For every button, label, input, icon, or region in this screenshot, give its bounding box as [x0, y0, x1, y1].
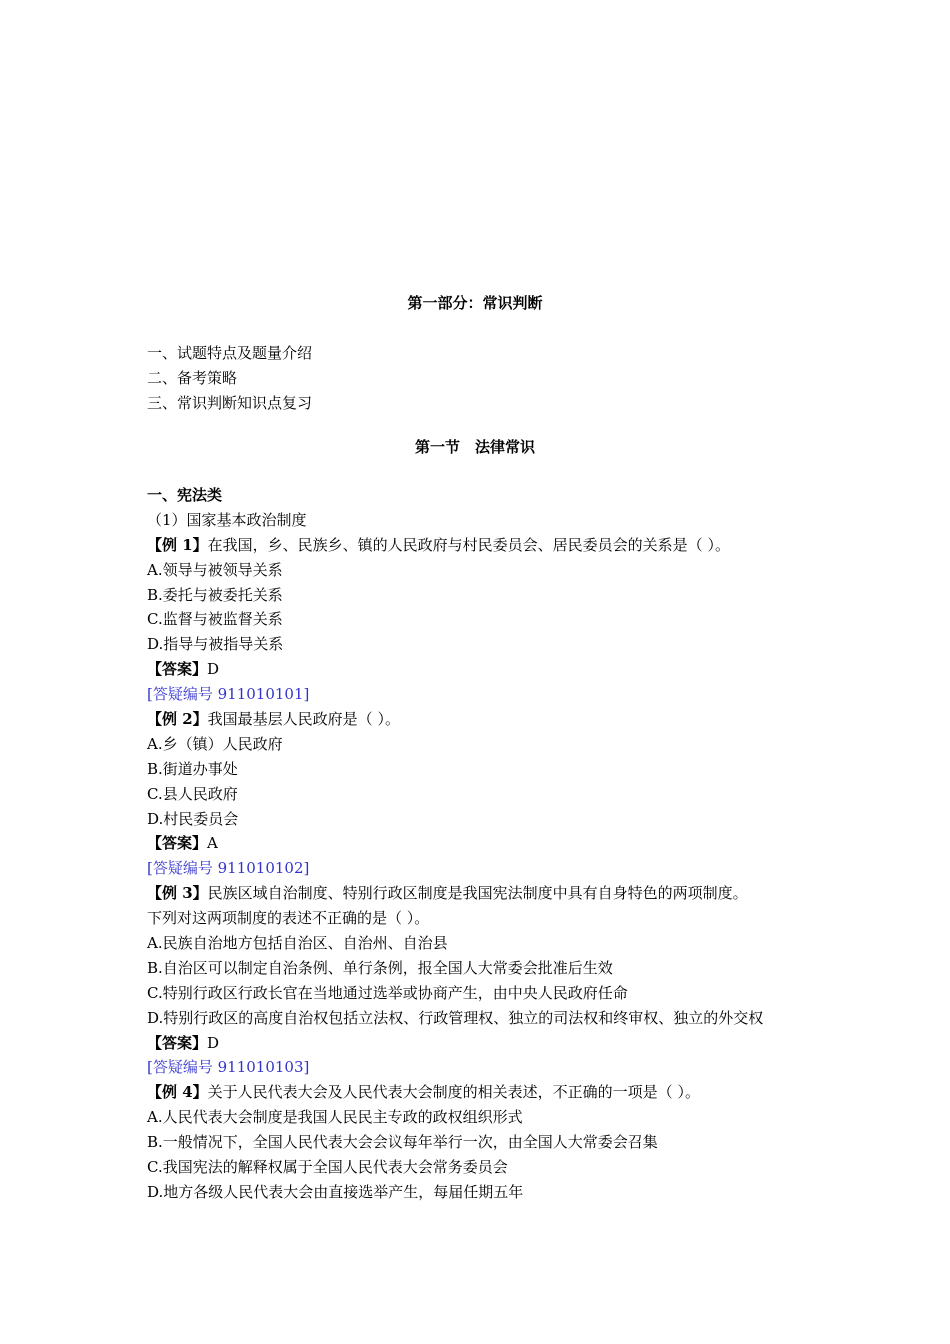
option-a: A.民族自治地方包括自治区、自治州、自治县	[147, 934, 448, 953]
part-title: 第一部分：常识判断	[407, 294, 543, 312]
answer	[147, 657, 867, 682]
example-tag: 【例 4】	[147, 1083, 208, 1102]
toc-item: 三、常识判断知识点复习	[147, 394, 313, 412]
table-of-contents	[147, 341, 312, 416]
option-d: D.村民委员会	[147, 809, 239, 828]
answer	[147, 1031, 867, 1056]
toc-item: 一、试题特点及题量介绍	[147, 344, 313, 362]
qa-reference-link[interactable]: [答疑编号 911010103]	[147, 1058, 310, 1077]
option-a: A.乡（镇）人民政府	[147, 734, 283, 753]
example-tag: 【例 3】	[147, 884, 208, 903]
option-b: B.自治区可以制定自治条例、单行条例，报全国人大常委会批准后生效	[147, 958, 613, 977]
option-b: B.街道办事处	[147, 759, 238, 778]
option-b: B.委托与被委托关系	[147, 585, 283, 604]
option-c: C.我国宪法的解释权属于全国人民代表大会常务委员会	[147, 1158, 508, 1177]
example-question	[147, 533, 867, 558]
answer-value: D	[207, 1033, 220, 1052]
option-a: A.人民代表大会制度是我国人民民主专政的政权组织形式	[147, 1108, 523, 1127]
qa-reference-link[interactable]: [答疑编号 911010102]	[147, 859, 310, 878]
answer-value: D	[207, 660, 220, 679]
option-a: A.领导与被领导关系	[147, 560, 283, 579]
option-b: B.一般情况下，全国人民代表大会会议每年举行一次，由全国人大常委会召集	[147, 1133, 658, 1152]
option-d: D.地方各级人民代表大会由直接选举产生，每届任期五年	[147, 1182, 524, 1201]
option-d: D.特别行政区的高度自治权包括立法权、行政管理权、独立的司法权和终审权、独立的外交权	[147, 1008, 764, 1027]
section-title: 第一节 法律常识	[414, 438, 535, 456]
option-c: C.县人民政府	[147, 784, 238, 803]
content-body	[147, 483, 867, 1205]
toc-item: 二、备考策略	[147, 369, 238, 387]
example-tag: 【例 1】	[147, 535, 208, 554]
answer	[147, 831, 867, 856]
answer-value: A	[207, 834, 218, 853]
example-question	[147, 881, 867, 906]
section-heading: 一、宪法类	[147, 486, 223, 504]
answer-tag: 【答案】	[147, 1033, 208, 1052]
answer-tag: 【答案】	[147, 660, 208, 679]
example-question	[147, 707, 867, 732]
subheading: （1）国家基本政治制度	[147, 510, 307, 529]
example-tag: 【例 2】	[147, 710, 208, 729]
question-continuation: 下列对这两项制度的表述不正确的是（ ）。	[147, 909, 430, 928]
qa-reference-link[interactable]: [答疑编号 911010101]	[147, 685, 310, 704]
example-question	[147, 1080, 867, 1105]
question-text: 民族区域自治制度、特别行政区制度是我国宪法制度中具有自身特色的两项制度。	[207, 884, 748, 903]
question-text: 在我国，乡、民族乡、镇的人民政府与村民委员会、居民委员会的关系是（ ）。	[207, 535, 730, 554]
option-c: C.监督与被监督关系	[147, 610, 283, 629]
option-c: C.特别行政区行政长官在当地通过选举或协商产生，由中央人民政府任命	[147, 983, 628, 1002]
option-d: D.指导与被指导关系	[147, 635, 284, 654]
question-text: 我国最基层人民政府是（ ）。	[207, 710, 400, 729]
answer-tag: 【答案】	[147, 834, 208, 853]
question-text: 关于人民代表大会及人民代表大会制度的相关表述，不正确的一项是（ ）。	[207, 1083, 700, 1102]
